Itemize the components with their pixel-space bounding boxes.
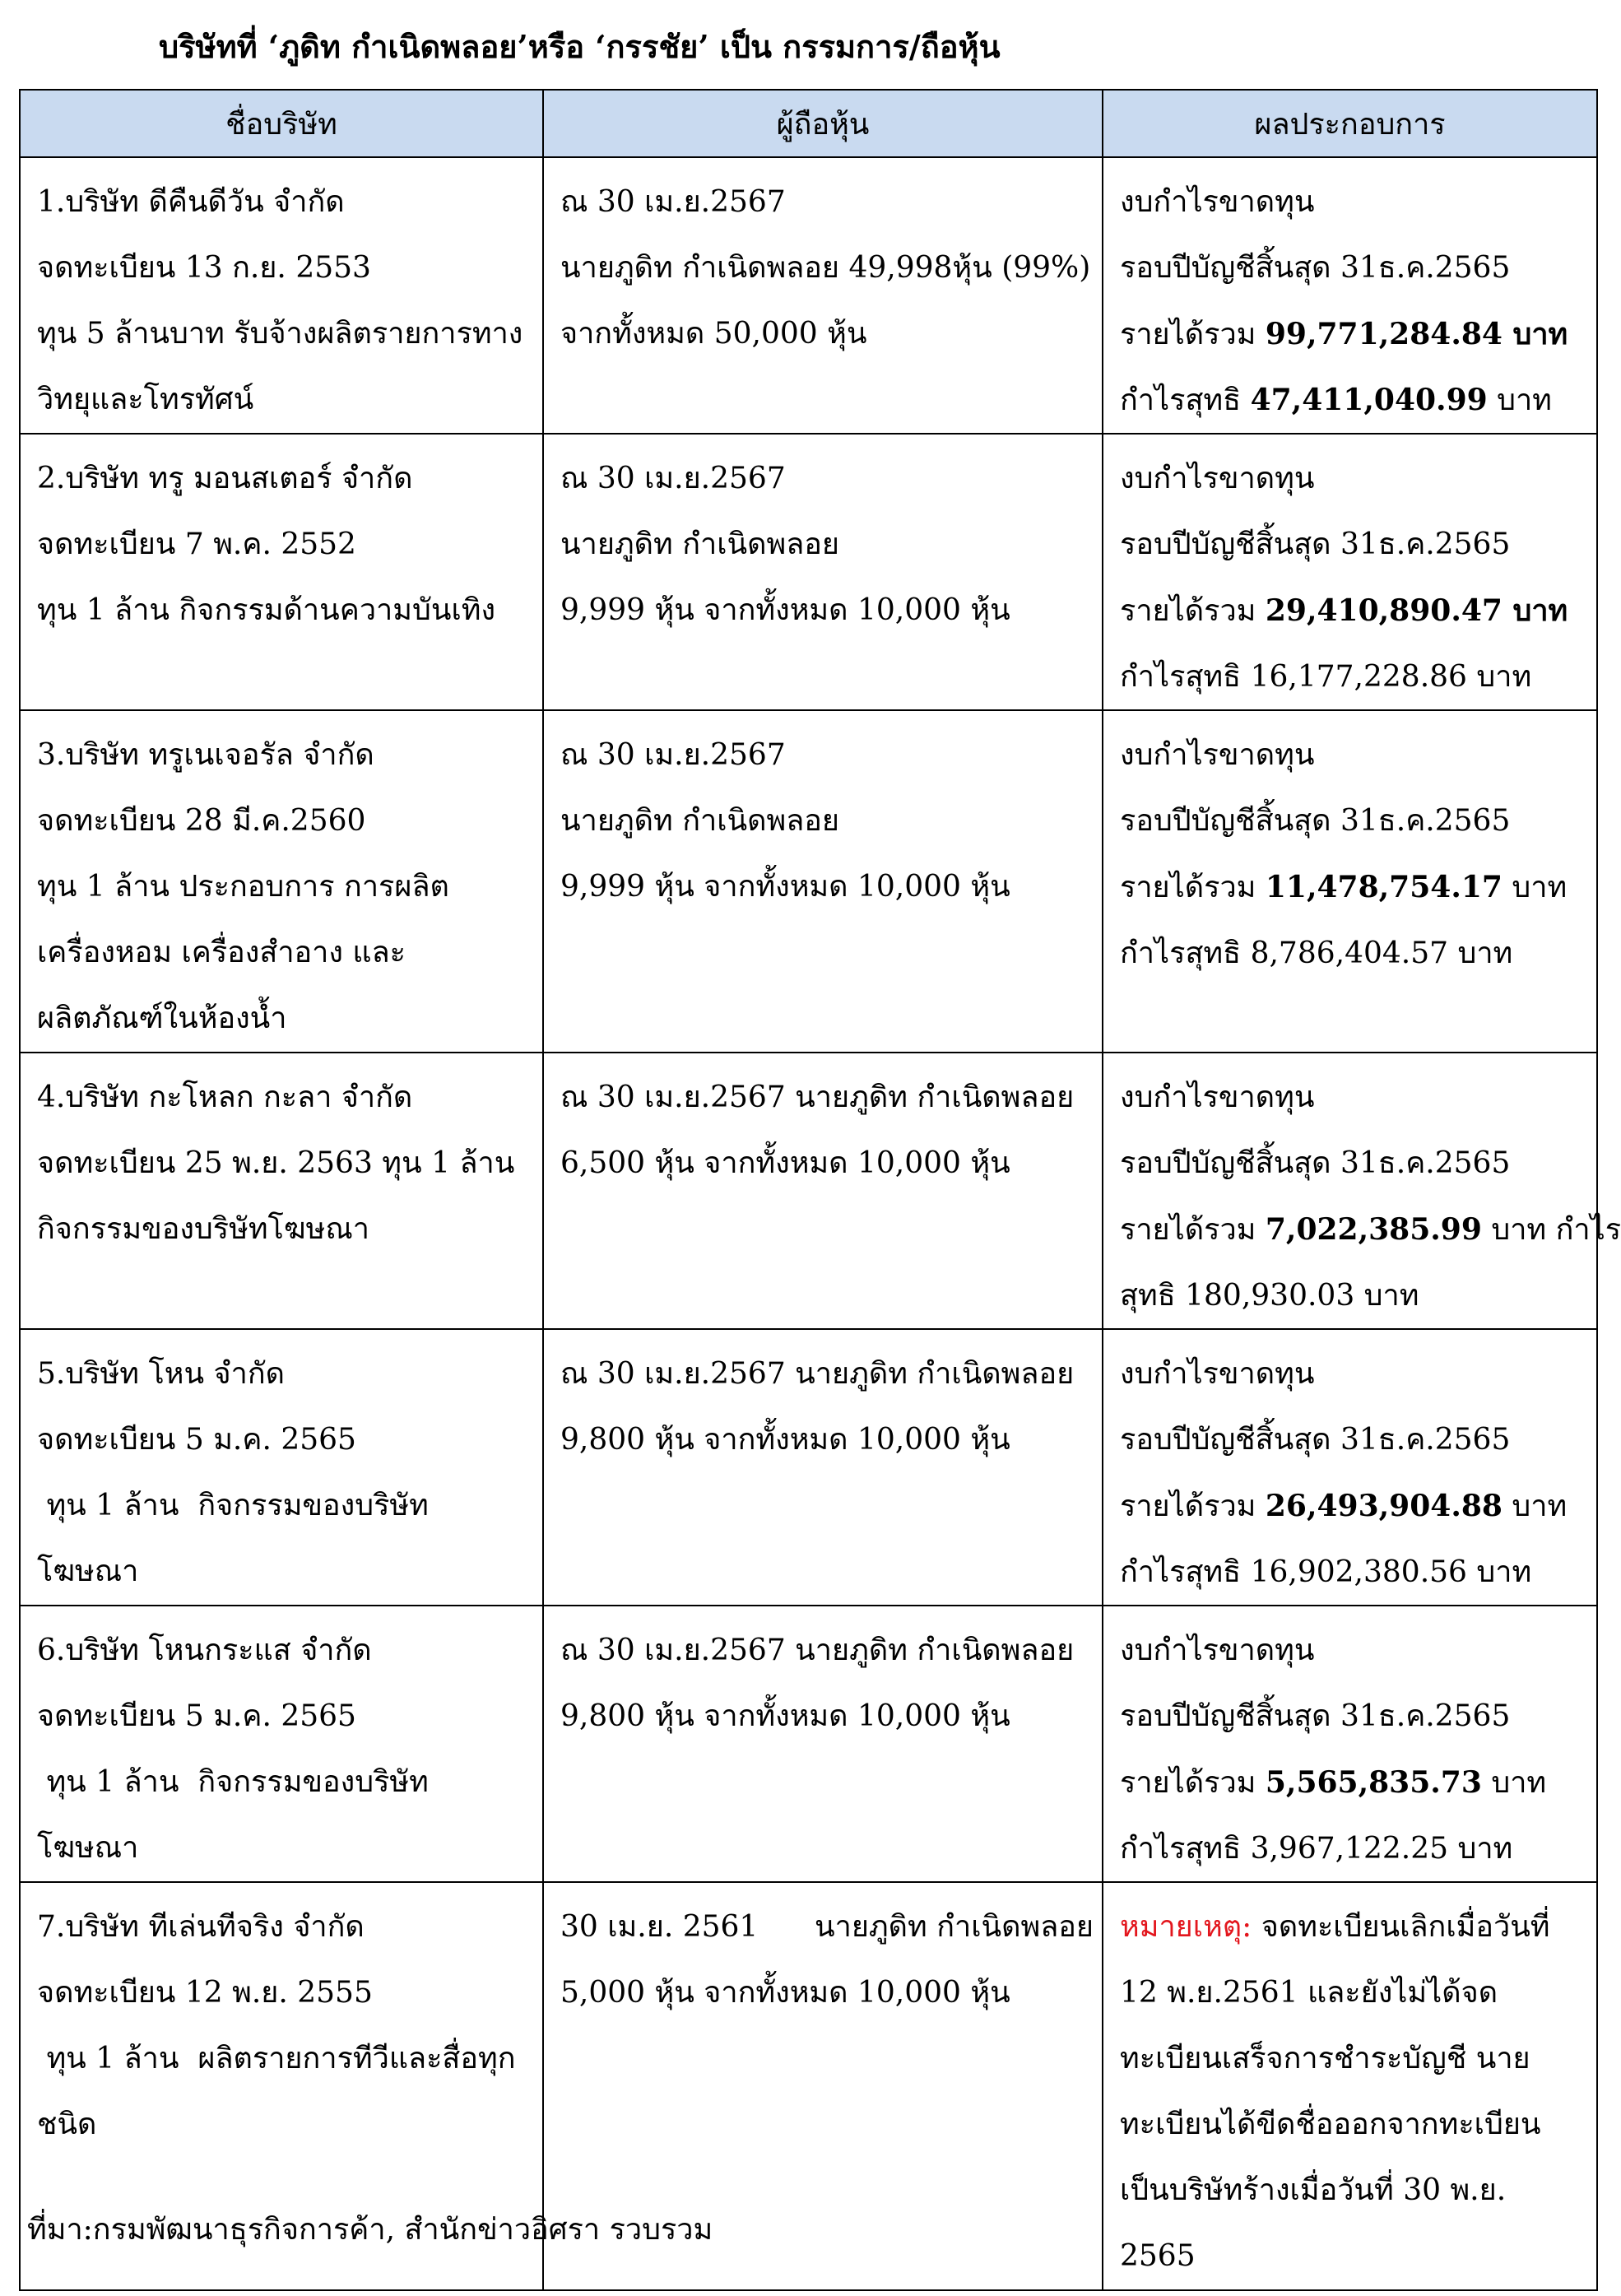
fiscal-period: รอบปีบัญชีสิ้นสุด 31ธ.ค.2565 bbox=[1120, 1146, 1511, 1180]
company-line: จดทะเบียน 5 ม.ค. 2565 bbox=[37, 1699, 356, 1733]
company-line: 5.บริษัท โหน จำกัด bbox=[37, 1357, 286, 1391]
shareholder-line: ณ 30 เม.ย.2567 นายภูดิท กำเนิดพลอย bbox=[560, 1634, 1075, 1667]
shareholder-cell bbox=[543, 1053, 1103, 1329]
company-line: 4.บริษัท กะโหลก กะลา จำกัด bbox=[37, 1081, 413, 1114]
company-line: วิทยุและโทรทัศน์ bbox=[37, 383, 254, 416]
shareholder-line: ณ 30 เม.ย.2567 นายภูดิท กำเนิดพลอย bbox=[560, 1081, 1075, 1114]
company-line: จดทะเบียน 13 ก.ย. 2553 bbox=[37, 251, 371, 285]
company-cell bbox=[20, 1606, 543, 1882]
company-line: ทุน 1 ล้าน กิจกรรมของบริษัท bbox=[37, 1765, 429, 1799]
shareholder-line: ณ 30 เม.ย.2567 bbox=[560, 185, 786, 219]
note-label: หมายเหตุ: bbox=[1120, 1910, 1252, 1944]
shareholder-cell bbox=[543, 434, 1103, 710]
note-cell bbox=[1103, 1882, 1597, 2290]
shareholder-line: 9,800 หุ้น จากทั้งหมด 10,000 หุ้น bbox=[560, 1699, 1010, 1733]
revenue-value: 29,410,890.47 บาท bbox=[1265, 593, 1568, 628]
performance-cell bbox=[1103, 1053, 1621, 1329]
company-cell bbox=[20, 1053, 543, 1329]
source-note: ที่มา:กรมพัฒนาธุรกิจการค้า, สำนักข่าวอิศรา รวบรวม bbox=[27, 2213, 713, 2247]
company-line: จดทะเบียน 7 พ.ค. 2552 bbox=[37, 528, 356, 561]
company-line: 2.บริษัท ทรู มอนสเตอร์ จำกัด bbox=[37, 462, 413, 495]
performance-cell bbox=[1103, 1329, 1597, 1606]
company-line: โฆษณา bbox=[37, 1555, 139, 1588]
revenue-line: รายได้รวม 11,478,754.17 บาท bbox=[1120, 870, 1568, 904]
company-line: กิจกรรมของบริษัทโฆษณา bbox=[37, 1212, 369, 1246]
company-line: ทุน 1 ล้าน กิจกรรมของบริษัท bbox=[37, 1489, 429, 1522]
shareholder-line: 5,000 หุ้น จากทั้งหมด 10,000 หุ้น bbox=[560, 1976, 1010, 2010]
table-row bbox=[20, 1606, 1597, 1882]
revenue-line: รายได้รวม 99,771,284.84 บาท bbox=[1120, 317, 1568, 351]
fiscal-period: รอบปีบัญชีสิ้นสุด 31ธ.ค.2565 bbox=[1120, 1423, 1511, 1457]
revenue-line: รายได้รวม 29,410,890.47 บาท bbox=[1120, 593, 1568, 628]
company-cell bbox=[20, 157, 543, 434]
profit-line: กำไรสุทธิ 47,411,040.99 บาท bbox=[1120, 383, 1552, 417]
shareholder-line: ณ 30 เม.ย.2567 นายภูดิท กำเนิดพลอย bbox=[560, 1357, 1075, 1391]
table-header-row bbox=[20, 90, 1597, 157]
note-line: ทะเบียนได้ขีดชื่อออกจากทะเบียน bbox=[1120, 2108, 1541, 2141]
table-row bbox=[20, 157, 1597, 434]
company-cell bbox=[20, 710, 543, 1053]
company-line: ทุน 1 ล้าน ประกอบการ การผลิต bbox=[37, 870, 449, 904]
profit-line: กำไรสุทธิ 3,967,122.25 บาท bbox=[1120, 1832, 1513, 1866]
performance-cell bbox=[1103, 157, 1597, 434]
fiscal-period: รอบปีบัญชีสิ้นสุด 31ธ.ค.2565 bbox=[1120, 251, 1511, 285]
company-line: ชนิด bbox=[37, 2108, 97, 2141]
company-line: จดทะเบียน 28 มี.ค.2560 bbox=[37, 804, 366, 838]
company-line: ทุน 1 ล้าน ผลิตรายการทีวีและสื่อทุก bbox=[37, 2042, 516, 2075]
revenue-line: รายได้รวม 26,493,904.88 บาท bbox=[1120, 1489, 1568, 1523]
shareholder-line: 9,800 หุ้น จากทั้งหมด 10,000 หุ้น bbox=[560, 1423, 1010, 1457]
shareholder-line: นายภูดิท กำเนิดพลอย bbox=[560, 804, 840, 838]
revenue-value: 26,493,904.88 bbox=[1265, 1489, 1503, 1523]
company-line: ผลิตภัณฑ์ในห้องน้ำ bbox=[37, 1002, 287, 1035]
statement-label: งบกำไรขาดทุน bbox=[1120, 462, 1315, 495]
fiscal-period: รอบปีบัญชีสิ้นสุด 31ธ.ค.2565 bbox=[1120, 528, 1511, 561]
revenue-value: 5,565,835.73 bbox=[1265, 1765, 1482, 1800]
fiscal-period: รอบปีบัญชีสิ้นสุด 31ธ.ค.2565 bbox=[1120, 1699, 1511, 1733]
shareholder-cell bbox=[543, 157, 1103, 434]
profit-line: กำไรสุทธิ 16,177,228.86 บาท bbox=[1120, 660, 1532, 694]
revenue-value: 7,022,385.99 bbox=[1265, 1212, 1482, 1247]
note-line: ทะเบียนเสร็จการชำระบัญชี นาย bbox=[1120, 2042, 1530, 2075]
company-line: 1.บริษัท ดีคืนดีวัน จำกัด bbox=[37, 185, 345, 219]
profit-line: กำไรสุทธิ 8,786,404.57 บาท bbox=[1120, 937, 1513, 970]
note-line: 12 พ.ย.2561 และยังไม่ได้จด bbox=[1120, 1976, 1498, 2010]
shareholder-line: 30 เม.ย. 2561 นายภูดิท กำเนิดพลอย bbox=[560, 1910, 1094, 1944]
table-row bbox=[20, 434, 1597, 710]
company-line: เครื่องหอม เครื่องสำอาง และ bbox=[37, 936, 406, 969]
statement-label: งบกำไรขาดทุน bbox=[1120, 1081, 1315, 1114]
document-title: บริษัทที่ ‘ภูดิท กำเนิดพลอย’หรือ ‘กรรชัย’ เป็น กรรมการ/ถือหุ้น bbox=[159, 28, 1001, 65]
shareholder-line: 9,999 หุ้น จากทั้งหมด 10,000 หุ้น bbox=[560, 870, 1010, 904]
company-line: โฆษณา bbox=[37, 1831, 139, 1865]
shareholder-line: ณ 30 เม.ย.2567 bbox=[560, 738, 786, 772]
company-cell bbox=[20, 1329, 543, 1606]
statement-label: งบกำไรขาดทุน bbox=[1120, 185, 1315, 219]
performance-cell bbox=[1103, 434, 1597, 710]
company-line: จดทะเบียน 5 ม.ค. 2565 bbox=[37, 1423, 356, 1457]
shareholder-line: ณ 30 เม.ย.2567 bbox=[560, 462, 786, 495]
shareholder-line: 9,999 หุ้น จากทั้งหมด 10,000 หุ้น bbox=[560, 593, 1010, 627]
statement-label: งบกำไรขาดทุน bbox=[1120, 738, 1315, 772]
header-company: ชื่อบริษัท bbox=[20, 90, 543, 157]
note-line: หมายเหตุ: จดทะเบียนเลิกเมื่อวันที่ bbox=[1120, 1910, 1550, 1944]
shareholder-line: 6,500 หุ้น จากทั้งหมด 10,000 หุ้น bbox=[560, 1146, 1010, 1180]
header-shareholders: ผู้ถือหุ้น bbox=[543, 90, 1103, 157]
header-performance: ผลประกอบการ bbox=[1103, 90, 1597, 157]
table-row bbox=[20, 1053, 1597, 1329]
company-line: ทุน 5 ล้านบาท รับจ้างผลิตรายการทาง bbox=[37, 317, 523, 351]
company-cell bbox=[20, 434, 543, 710]
shareholder-cell bbox=[543, 710, 1103, 1053]
company-line: จดทะเบียน 12 พ.ย. 2555 bbox=[37, 1976, 373, 2010]
shareholder-line: จากทั้งหมด 50,000 หุ้น bbox=[560, 317, 867, 351]
profit-line: กำไรสุทธิ 16,902,380.56 บาท bbox=[1120, 1555, 1532, 1589]
note-line: เป็นบริษัทร้างเมื่อวันที่ 30 พ.ย. bbox=[1120, 2173, 1507, 2207]
company-line: 3.บริษัท ทรูเนเจอรัล จำกัด bbox=[37, 738, 374, 772]
shareholder-line: นายภูดิท กำเนิดพลอย 49,998หุ้น (99%) bbox=[560, 251, 1091, 285]
company-line: 6.บริษัท โหนกระแส จำกัด bbox=[37, 1634, 372, 1667]
performance-cell bbox=[1103, 1606, 1597, 1882]
performance-cell bbox=[1103, 710, 1597, 1053]
shareholder-cell bbox=[543, 1329, 1103, 1606]
profit-line: สุทธิ 180,930.03 บาท bbox=[1120, 1279, 1419, 1313]
company-line: 7.บริษัท ทีเล่นทีจริง จำกัด bbox=[37, 1910, 365, 1944]
companies-table bbox=[19, 89, 1621, 2291]
profit-value: 47,411,040.99 bbox=[1250, 383, 1488, 417]
revenue-value: 11,478,754.17 bbox=[1265, 870, 1503, 904]
shareholder-cell bbox=[543, 1606, 1103, 1882]
table-row bbox=[20, 710, 1597, 1053]
fiscal-period: รอบปีบัญชีสิ้นสุด 31ธ.ค.2565 bbox=[1120, 804, 1511, 838]
table-row bbox=[20, 1329, 1597, 1606]
note-line: 2565 bbox=[1120, 2239, 1196, 2273]
revenue-line: รายได้รวม 7,022,385.99 บาท กำไร bbox=[1120, 1212, 1621, 1247]
revenue-line: รายได้รวม 5,565,835.73 บาท bbox=[1120, 1765, 1547, 1800]
company-line: จดทะเบียน 25 พ.ย. 2563 ทุน 1 ล้าน bbox=[37, 1146, 515, 1180]
shareholder-line: นายภูดิท กำเนิดพลอย bbox=[560, 528, 840, 561]
statement-label: งบกำไรขาดทุน bbox=[1120, 1634, 1315, 1667]
revenue-value: 99,771,284.84 บาท bbox=[1265, 317, 1568, 351]
company-line: ทุน 1 ล้าน กิจกรรมด้านความบันเทิง bbox=[37, 593, 496, 627]
statement-label: งบกำไรขาดทุน bbox=[1120, 1357, 1315, 1391]
